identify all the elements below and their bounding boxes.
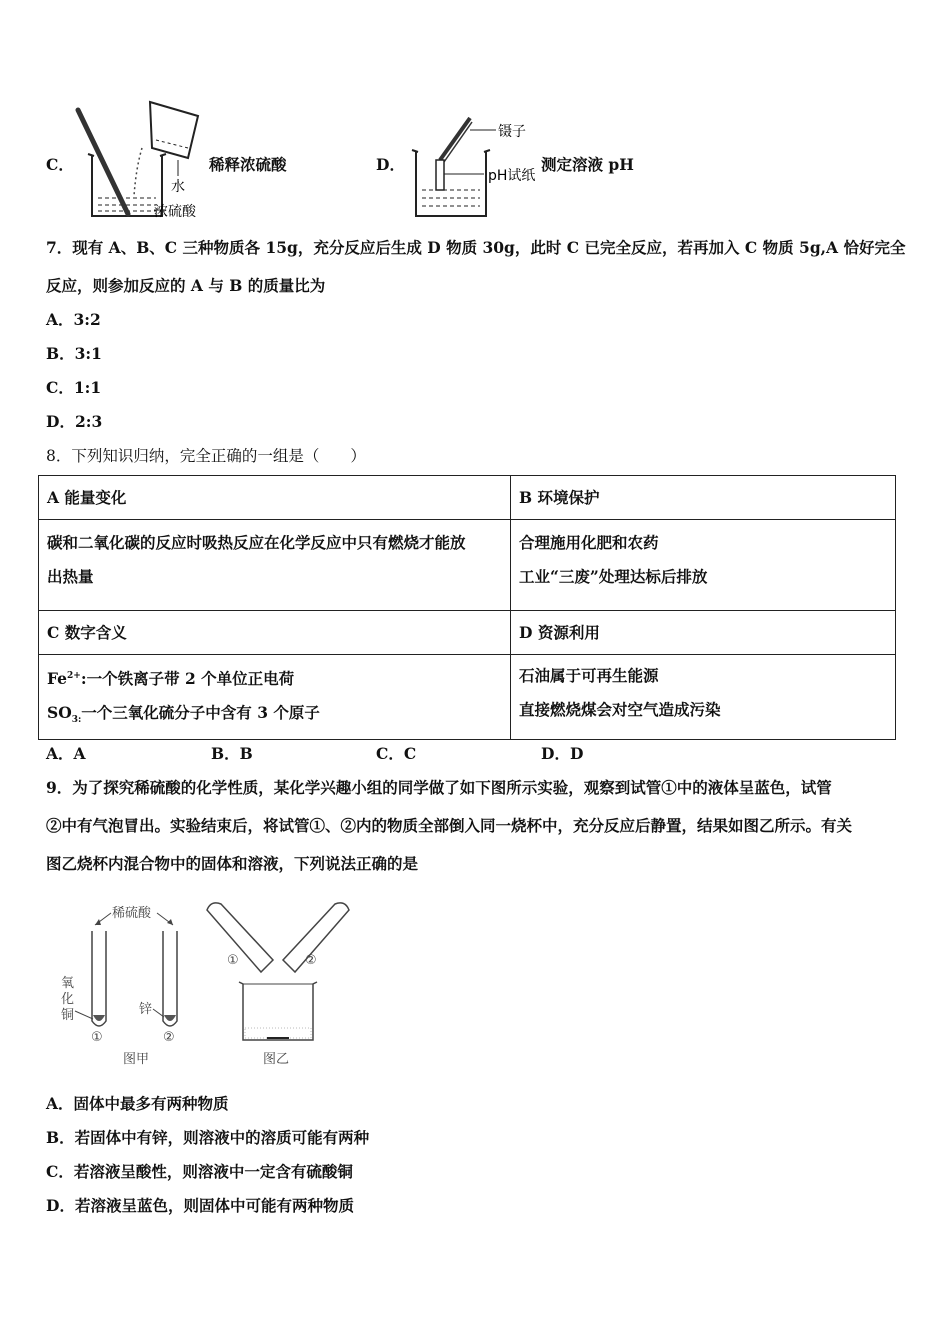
q8-option-b: B．B: [211, 744, 253, 763]
q8-cell-a-content: [39, 520, 511, 611]
acid-label: 稀硫酸: [112, 906, 152, 921]
zinc-label: 锌: [139, 1002, 153, 1017]
q9-option-d: D．若溶液呈蓝色，则固体中可能有两种物质: [46, 1196, 354, 1215]
q9-experiment-figure: [55, 895, 355, 1070]
q8-knowledge-table: [38, 475, 896, 740]
water-label: 水: [171, 179, 185, 195]
q9-option-a: A．固体中最多有两种物质: [46, 1094, 229, 1113]
q6-option-c-letter: C．: [46, 155, 74, 174]
ph-paper-label: pH试纸: [488, 168, 536, 184]
q8-cell-d-title: D 资源利用: [511, 611, 896, 655]
q8-cell-c-title: C 数字含义: [39, 611, 511, 655]
q8-b-line2: 工业“三废”处理达标后排放: [519, 567, 708, 586]
q9-stem-line1: 9．为了探究稀硫酸的化学性质，某化学兴趣小组的同学做了如下图所示实验，观察到试管①中的液体呈蓝色，试管: [46, 778, 832, 797]
q7-option-c: C．1:1: [46, 378, 102, 397]
q8-d-line2: 直接燃烧煤会对空气造成污染: [519, 700, 721, 719]
tube1-label: ①: [91, 1030, 103, 1045]
conc-acid-label: 浓硫酸: [154, 204, 196, 220]
q8-a-line2: 出热量: [47, 567, 94, 586]
figure-yi-label: 图乙: [263, 1052, 290, 1067]
q7-stem-line2: 反应，则参加反应的 A 与 B 的质量比为: [46, 276, 326, 295]
q8-option-a: A．A: [46, 744, 86, 763]
q8-b-line1: 合理施用化肥和农药: [519, 533, 659, 552]
tweezer-label: 镊子: [498, 124, 526, 140]
q9-option-c: C．若溶液呈酸性，则溶液中一定含有硫酸铜: [46, 1162, 353, 1181]
ph-test-figure: [404, 112, 554, 224]
cuo-char2: 化: [61, 992, 75, 1007]
q7-option-d: D．2:3: [46, 412, 103, 431]
q8-c-line2: $SO_{3:}$一个三氧化硫分子中含有 3 个原子: [47, 703, 320, 726]
q8-option-d: D．D: [541, 744, 584, 763]
q8-a-line1: 碳和二氧化碳的反应时吸热反应在化学反应中只有燃烧才能放: [47, 533, 466, 552]
q8-stem: 8．下列知识归纳，完全正确的一组是（ ）: [46, 447, 366, 465]
q7-option-b: B．3:1: [46, 344, 102, 363]
q9-option-b: B．若固体中有锌，则溶液中的溶质可能有两种: [46, 1128, 370, 1147]
tube2-label: ②: [163, 1030, 175, 1045]
q7-stem-line1: 7．现有 A、B、C 三种物质各 15g，充分反应后生成 D 物质 30g，此时 C 已完全反应，若再加入 C 物质 5g,A 恰好完全: [46, 238, 906, 257]
q9-stem-line3: 图乙烧杯内混合物中的固体和溶液，下列说法正确的是: [46, 854, 419, 873]
q8-d-line1: 石油属于可再生能源: [519, 666, 659, 685]
q7-option-a: A．3:2: [46, 310, 101, 329]
q8-cell-b-title: B 环境保护: [511, 476, 896, 520]
figure-jia-label: 图甲: [123, 1052, 150, 1067]
cuo-char1: 氧: [61, 976, 75, 991]
cuo-char3: 铜: [61, 1008, 75, 1023]
q6-option-d-caption: 测定溶液 pH: [541, 155, 634, 174]
q8-cell-c-content: [39, 655, 511, 740]
pour-tube2-label: ②: [305, 953, 317, 968]
q8-cell-d-content: [511, 655, 896, 740]
q8-cell-b-content: [511, 520, 896, 611]
pour-tube1-label: ①: [227, 953, 239, 968]
q8-c-line1: $Fe^{2+}$:一个铁离子带 2 个单位正电荷: [47, 669, 295, 689]
q6-option-d-letter: D．: [376, 155, 405, 174]
dilution-figure: [70, 98, 220, 223]
q6-option-c-caption: 稀释浓硫酸: [209, 155, 287, 174]
q8-cell-a-title: A 能量变化: [39, 476, 511, 520]
q8-option-c: C．C: [376, 744, 417, 763]
q9-stem-line2: ②中有气泡冒出。实验结束后，将试管①、②内的物质全部倒入同一烧杯中，充分反应后静置，结果如图乙所示。有关: [46, 816, 853, 835]
